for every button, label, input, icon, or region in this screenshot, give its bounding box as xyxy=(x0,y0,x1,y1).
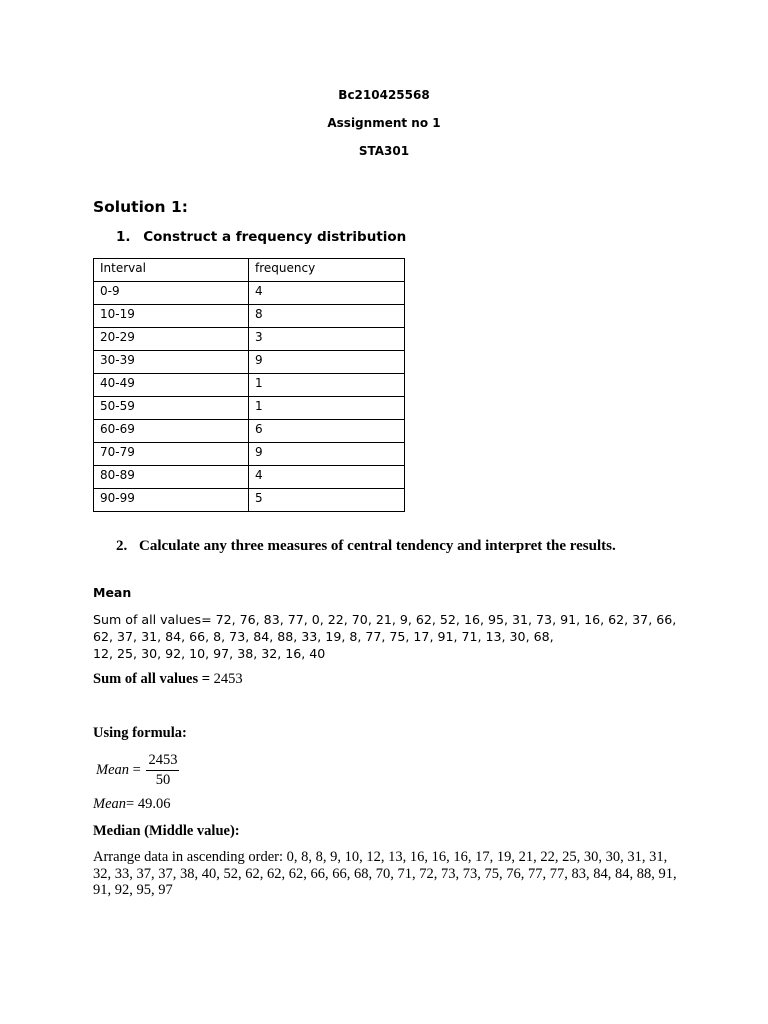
mean-values xyxy=(93,611,676,662)
formula-lhs: Mean xyxy=(96,761,130,778)
question-2 xyxy=(116,538,616,555)
frequency-cell: 5 xyxy=(249,489,405,512)
interval-cell: 10-19 xyxy=(94,305,249,328)
frequency-cell: 3 xyxy=(249,328,405,351)
interval-cell: 90-99 xyxy=(94,489,249,512)
formula-numerator: 2453 xyxy=(146,752,179,771)
table-row xyxy=(94,328,405,351)
mean-values-line-1: Sum of all values= 72, 76, 83, 77, 0, 22, 70, 21, 9, 62, 52, 16, 95, 31, 73, 91, 16, 62, 37, 66, xyxy=(93,612,677,627)
question-1-text: Construct a frequency distribution xyxy=(143,229,407,245)
median-data xyxy=(93,849,677,899)
student-id: Bc210425568 xyxy=(338,88,430,102)
question-1 xyxy=(116,229,406,245)
table-row xyxy=(94,443,405,466)
mean-formula xyxy=(96,752,179,788)
course-code: STA301 xyxy=(358,144,410,158)
interval-cell: 40-49 xyxy=(94,374,249,397)
frequency-table xyxy=(93,258,405,512)
table-row xyxy=(94,466,405,489)
interval-cell: 0-9 xyxy=(94,282,249,305)
mean-result-lhs: Mean xyxy=(93,796,127,812)
interval-cell: 80-89 xyxy=(94,466,249,489)
frequency-cell: 4 xyxy=(249,282,405,305)
interval-cell: 30-39 xyxy=(94,351,249,374)
frequency-cell: 9 xyxy=(249,351,405,374)
mean-result xyxy=(93,796,170,813)
sum-label: Sum of all values = xyxy=(93,671,211,687)
median-heading: Median (Middle value): xyxy=(93,823,240,839)
header-frequency: frequency xyxy=(249,259,405,282)
sum-line xyxy=(93,671,243,688)
mean-heading: Mean xyxy=(93,585,132,600)
mean-values-line-2: 62, 37, 31, 84, 66, 8, 73, 84, 88, 33, 19, 8, 77, 75, 17, 91, 71, 13, 30, 68, xyxy=(93,629,554,644)
mean-values-line-3: 12, 25, 30, 92, 10, 97, 38, 32, 16, 40 xyxy=(93,646,326,661)
median-line-3: 91, 92, 95, 97 xyxy=(93,882,173,898)
table-row xyxy=(94,282,405,305)
frequency-cell: 4 xyxy=(249,466,405,489)
table-row xyxy=(94,351,405,374)
interval-cell: 60-69 xyxy=(94,420,249,443)
median-line-2: 32, 33, 37, 37, 38, 40, 52, 62, 62, 62, 66, 66, 68, 70, 71, 72, 73, 73, 75, 76, 77, 77, 83, 84, 84, 88, 91, xyxy=(93,865,677,882)
interval-cell: 70-79 xyxy=(94,443,249,466)
formula-denominator: 50 xyxy=(155,771,171,788)
frequency-cell: 8 xyxy=(249,305,405,328)
table-row xyxy=(94,420,405,443)
mean-result-rhs: = 49.06 xyxy=(126,796,171,812)
formula-fraction xyxy=(146,752,179,788)
header-interval: Interval xyxy=(94,259,249,282)
question-2-number: 2. xyxy=(116,538,128,554)
frequency-cell: 1 xyxy=(249,397,405,420)
frequency-cell: 9 xyxy=(249,443,405,466)
interval-cell: 50-59 xyxy=(94,397,249,420)
formula-label: Using formula: xyxy=(93,725,187,741)
question-1-number: 1. xyxy=(116,229,131,245)
table-header-row xyxy=(94,259,405,282)
assignment-title: Assignment no 1 xyxy=(327,116,441,130)
frequency-cell: 1 xyxy=(249,374,405,397)
table-row xyxy=(94,374,405,397)
sum-value: 2453 xyxy=(210,671,243,687)
median-line-1: Arrange data in ascending order: 0, 8, 8, 9, 10, 12, 13, 16, 16, 16, 17, 19, 21, 22, 25, 30, 30, 31, 31, xyxy=(93,849,668,865)
table-row xyxy=(94,397,405,420)
formula-equals: = xyxy=(129,761,141,778)
table-row xyxy=(94,489,405,512)
solution-heading: Solution 1: xyxy=(93,198,188,216)
interval-cell: 20-29 xyxy=(94,328,249,351)
question-2-text: Calculate any three measures of central tendency and interpret the results. xyxy=(139,538,616,554)
table-row xyxy=(94,305,405,328)
frequency-cell: 6 xyxy=(249,420,405,443)
